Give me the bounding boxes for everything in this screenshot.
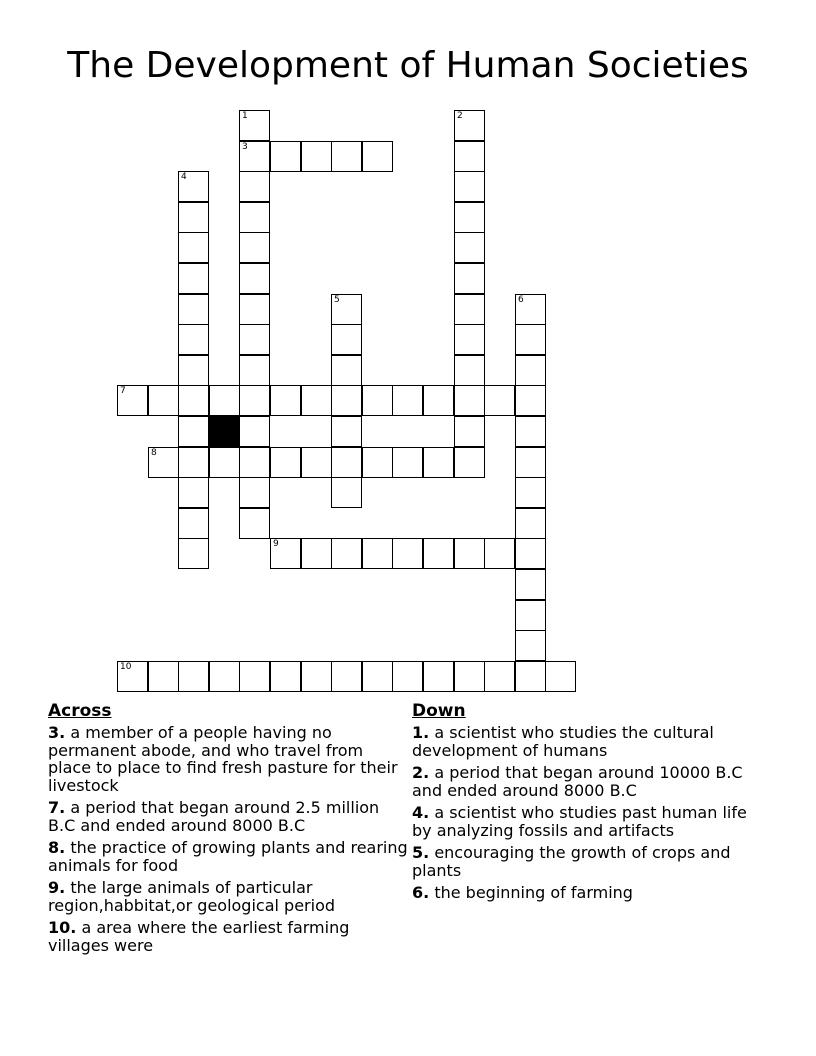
grid-cell[interactable] <box>178 294 209 325</box>
across-clues <box>48 700 408 959</box>
grid-cell[interactable] <box>454 141 485 172</box>
grid-cell[interactable] <box>270 661 301 692</box>
grid-cell[interactable] <box>270 447 301 478</box>
clue-across-9 <box>48 879 408 914</box>
grid-cell[interactable] <box>392 385 423 416</box>
grid-cell[interactable] <box>239 661 270 692</box>
clue-text: the beginning of farming <box>434 883 633 902</box>
clue-number: 3. <box>48 723 66 742</box>
grid-cell[interactable] <box>178 538 209 569</box>
grid-cell[interactable] <box>239 324 270 355</box>
grid-cell[interactable] <box>178 355 209 386</box>
grid-cell[interactable] <box>515 569 546 600</box>
grid-cell[interactable] <box>515 508 546 539</box>
grid-cell[interactable] <box>301 447 332 478</box>
grid-cell[interactable] <box>239 294 270 325</box>
grid-cell[interactable] <box>515 355 546 386</box>
grid-cell[interactable] <box>454 202 485 233</box>
clue-number: 6. <box>412 883 430 902</box>
grid-cell[interactable] <box>454 171 485 202</box>
clue-number-label: 9 <box>273 539 279 549</box>
grid-cell[interactable] <box>454 110 485 141</box>
clue-text: encouraging the growth of crops and plants <box>412 843 731 880</box>
grid-cell[interactable] <box>331 141 362 172</box>
grid-cell[interactable] <box>545 661 576 692</box>
grid-cell[interactable] <box>484 385 515 416</box>
clue-number-label: 7 <box>120 386 126 396</box>
grid-cell[interactable] <box>454 263 485 294</box>
clue-across-7 <box>48 799 408 834</box>
clue-number: 5. <box>412 843 430 862</box>
grid-cell[interactable] <box>239 477 270 508</box>
grid-cell[interactable] <box>454 538 485 569</box>
clue-number: 10. <box>48 918 77 937</box>
clue-number-label: 3 <box>242 142 248 152</box>
grid-cell[interactable] <box>331 538 362 569</box>
down-heading: Down <box>412 701 466 721</box>
clue-text: a area where the earliest farming villages were <box>48 918 350 955</box>
clue-number: 4. <box>412 803 430 822</box>
grid-cell[interactable] <box>178 171 209 202</box>
grid-cell[interactable] <box>423 661 454 692</box>
clue-number-label: 6 <box>518 295 524 305</box>
clue-down-4 <box>412 804 762 839</box>
grid-cell[interactable] <box>392 447 423 478</box>
grid-cell[interactable] <box>515 447 546 478</box>
grid-cell[interactable] <box>454 385 485 416</box>
clue-text: a period that began around 10000 B.C and ended around 8000 B.C <box>412 763 743 800</box>
grid-cell[interactable] <box>362 538 393 569</box>
grid-cell[interactable] <box>239 508 270 539</box>
grid-cell[interactable] <box>239 385 270 416</box>
grid-cell[interactable] <box>270 141 301 172</box>
grid-cell[interactable] <box>178 416 209 447</box>
clue-text: a scientist who studies past human life by analyzing fossils and artifacts <box>412 803 747 840</box>
grid-cell[interactable] <box>423 538 454 569</box>
grid-cell[interactable] <box>454 447 485 478</box>
grid-cell[interactable] <box>117 385 148 416</box>
grid-cell[interactable] <box>362 141 393 172</box>
clue-across-10 <box>48 919 408 954</box>
grid-cell[interactable] <box>515 538 546 569</box>
grid-cell[interactable] <box>209 385 240 416</box>
grid-cell[interactable] <box>270 385 301 416</box>
across-heading: Across <box>48 701 112 721</box>
grid-cell[interactable] <box>331 416 362 447</box>
grid-cell[interactable] <box>423 385 454 416</box>
grid-cell[interactable] <box>331 661 362 692</box>
grid-cell[interactable] <box>239 416 270 447</box>
grid-cell[interactable] <box>301 141 332 172</box>
grid-cell[interactable] <box>178 477 209 508</box>
grid-cell[interactable] <box>362 447 393 478</box>
clue-across-8 <box>48 839 408 874</box>
grid-cell[interactable] <box>239 202 270 233</box>
clue-number-label: 5 <box>334 295 340 305</box>
grid-cell[interactable] <box>331 324 362 355</box>
across-list <box>48 724 408 954</box>
grid-cell[interactable] <box>148 447 179 478</box>
clue-number: 8. <box>48 838 66 857</box>
grid-cell[interactable] <box>239 263 270 294</box>
down-clues <box>412 700 762 907</box>
grid-cell[interactable] <box>178 202 209 233</box>
grid-cell[interactable] <box>239 355 270 386</box>
grid-cell[interactable] <box>515 294 546 325</box>
clue-down-2 <box>412 764 762 799</box>
grid-cell[interactable] <box>148 661 179 692</box>
grid-cell[interactable] <box>239 171 270 202</box>
clue-text: a period that began around 2.5 million B.C and ended around 8000 B.C <box>48 798 380 835</box>
clue-number: 9. <box>48 878 66 897</box>
grid-cell[interactable] <box>117 661 148 692</box>
grid-cell[interactable] <box>423 447 454 478</box>
grid-cell[interactable] <box>331 385 362 416</box>
down-list <box>412 724 762 902</box>
grid-black-square <box>209 416 240 447</box>
grid-cell[interactable] <box>515 600 546 631</box>
grid-cell[interactable] <box>270 538 301 569</box>
grid-cell[interactable] <box>301 385 332 416</box>
clue-number-label: 8 <box>151 448 157 458</box>
grid-cell[interactable] <box>454 661 485 692</box>
grid-cell[interactable] <box>331 477 362 508</box>
grid-cell[interactable] <box>239 141 270 172</box>
grid-cell[interactable] <box>178 263 209 294</box>
clue-text: the practice of growing plants and rearing animals for food <box>48 838 408 875</box>
grid-cell[interactable] <box>209 661 240 692</box>
clue-number-label: 2 <box>457 111 463 121</box>
grid-cell[interactable] <box>392 538 423 569</box>
clue-number-label: 1 <box>242 111 248 121</box>
grid-cell[interactable] <box>178 232 209 263</box>
grid-cell[interactable] <box>239 232 270 263</box>
clue-down-5 <box>412 844 762 879</box>
grid-cell[interactable] <box>484 661 515 692</box>
grid-cell[interactable] <box>239 110 270 141</box>
grid-cell[interactable] <box>178 508 209 539</box>
clue-text: the large animals of particular region,habbitat,or geological period <box>48 878 336 915</box>
clue-number-label: 4 <box>181 172 187 182</box>
page-title: The Development of Human Societies <box>67 45 749 86</box>
grid-cell[interactable] <box>454 324 485 355</box>
grid-cell[interactable] <box>209 447 240 478</box>
grid-cell[interactable] <box>515 385 546 416</box>
grid-cell[interactable] <box>301 538 332 569</box>
clue-number-label: 10 <box>120 662 132 672</box>
grid-cell[interactable] <box>178 447 209 478</box>
grid-cell[interactable] <box>454 232 485 263</box>
grid-cell[interactable] <box>515 477 546 508</box>
grid-cell[interactable] <box>148 385 179 416</box>
grid-cell[interactable] <box>484 538 515 569</box>
clue-number: 1. <box>412 723 430 742</box>
grid-cell[interactable] <box>454 294 485 325</box>
grid-cell[interactable] <box>515 661 546 692</box>
clue-down-6 <box>412 884 762 902</box>
clue-number: 7. <box>48 798 66 817</box>
grid-cell[interactable] <box>362 661 393 692</box>
clue-down-1 <box>412 724 762 759</box>
grid-cell[interactable] <box>515 416 546 447</box>
grid-cell[interactable] <box>331 355 362 386</box>
grid-cell[interactable] <box>454 416 485 447</box>
grid-cell[interactable] <box>331 447 362 478</box>
grid-cell[interactable] <box>178 661 209 692</box>
clue-across-3 <box>48 724 408 794</box>
grid-cell[interactable] <box>515 324 546 355</box>
grid-cell[interactable] <box>301 661 332 692</box>
grid-cell[interactable] <box>178 385 209 416</box>
clue-text: a scientist who studies the cultural development of humans <box>412 723 714 760</box>
grid-cell[interactable] <box>239 447 270 478</box>
grid-cell[interactable] <box>362 385 393 416</box>
grid-cell[interactable] <box>392 661 423 692</box>
clue-text: a member of a people having no permanent abode, and who travel from place to place to find fresh pasture for their livestock <box>48 723 398 795</box>
grid-cell[interactable] <box>515 630 546 661</box>
grid-cell[interactable] <box>331 294 362 325</box>
clue-number: 2. <box>412 763 430 782</box>
grid-cell[interactable] <box>454 355 485 386</box>
grid-cell[interactable] <box>178 324 209 355</box>
